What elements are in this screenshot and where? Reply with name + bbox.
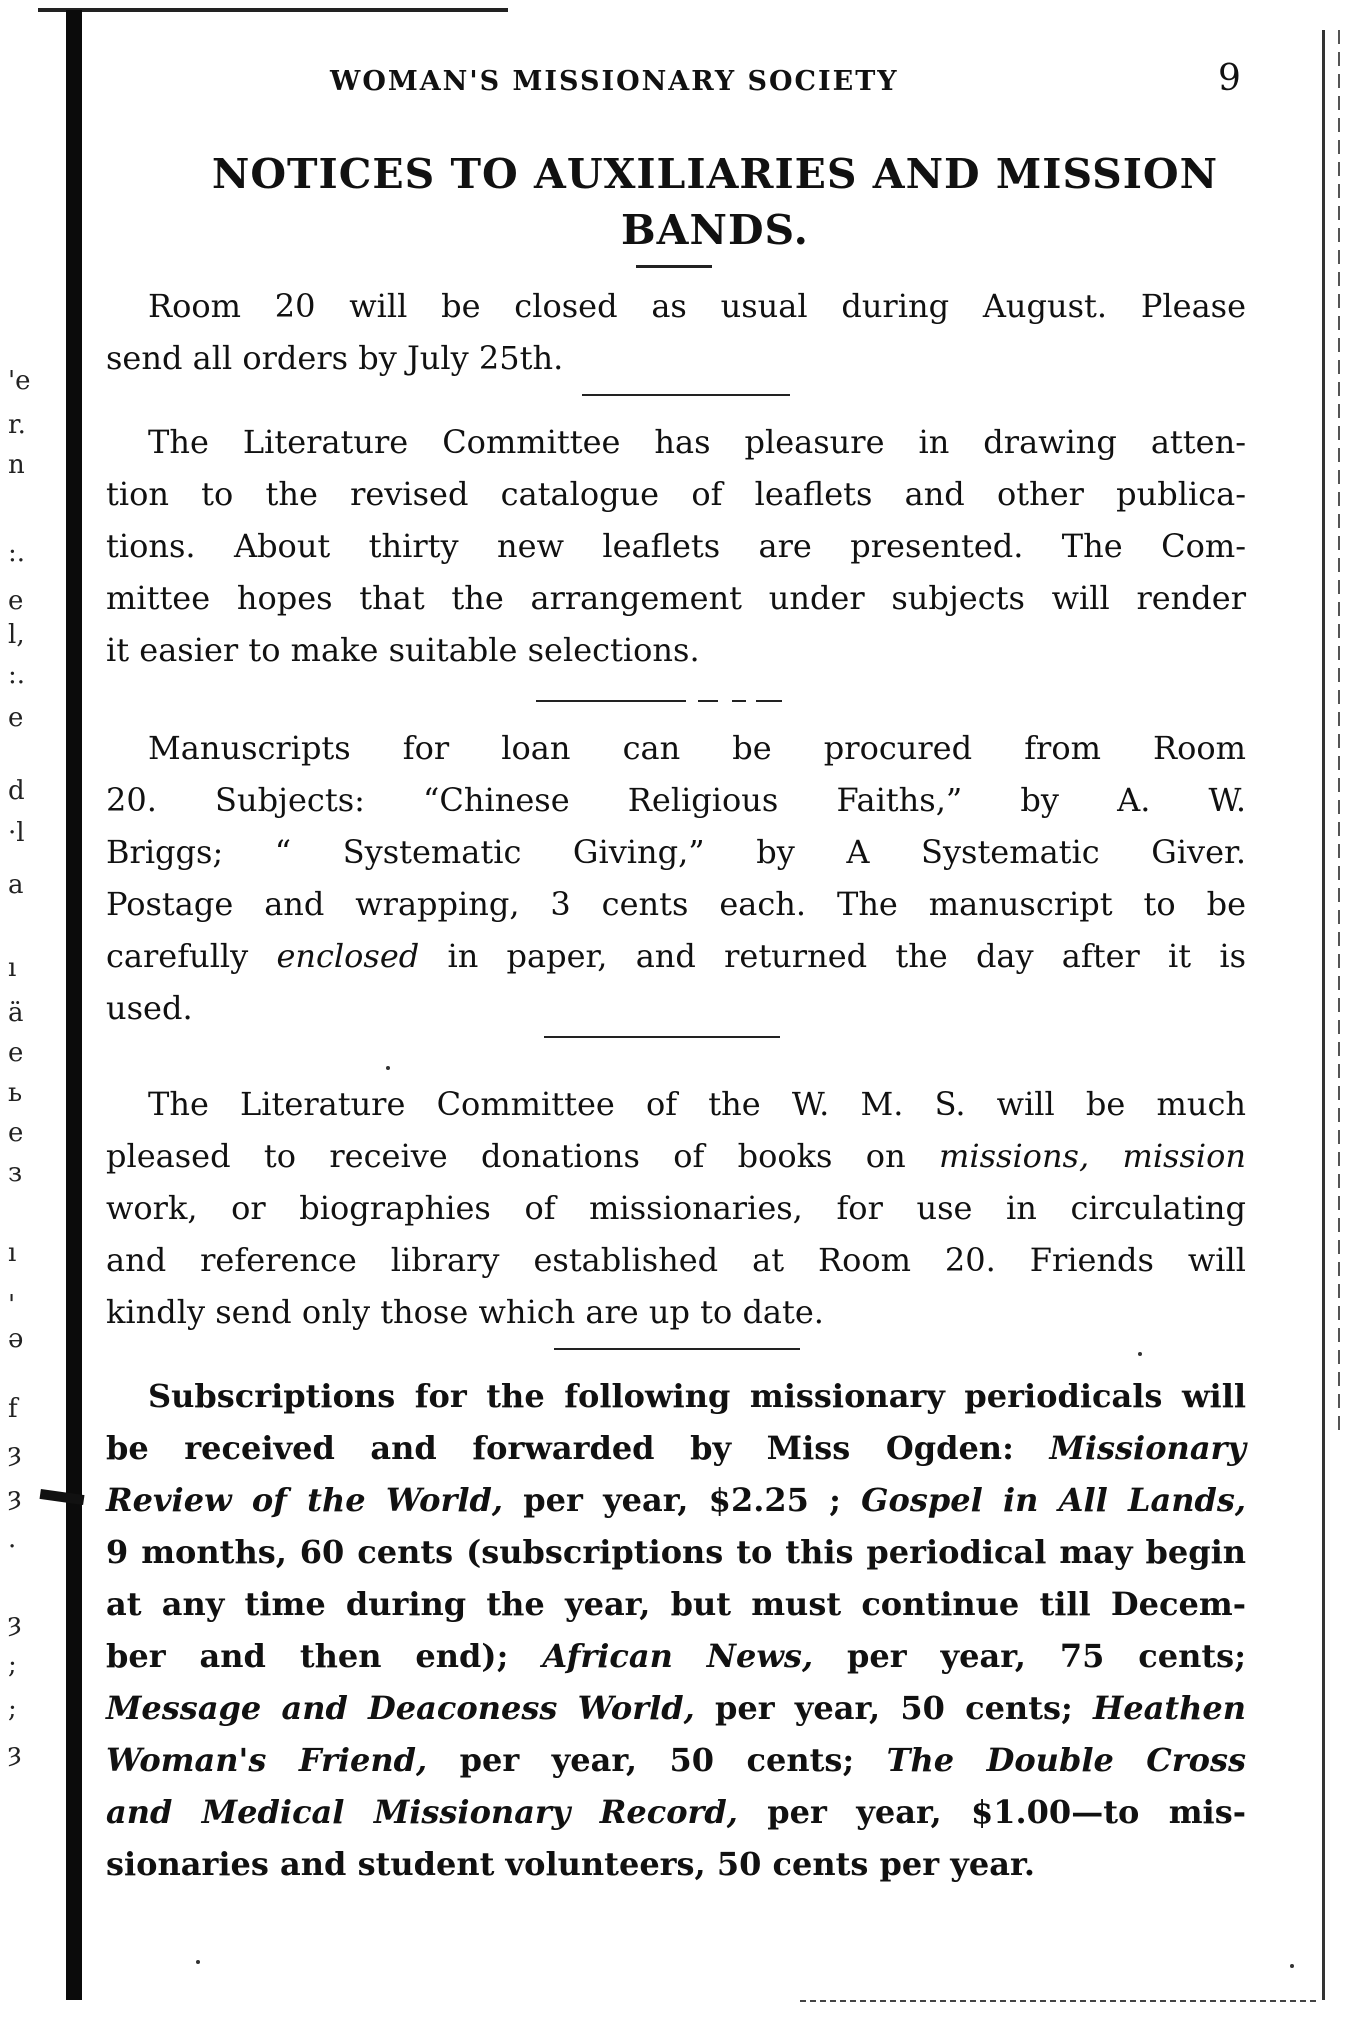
notice-room-closed — [106, 280, 1246, 384]
title-divider — [636, 265, 712, 268]
ink-speck — [1290, 1964, 1294, 1968]
text-line: The Literature Committee of the W. M. S. will be much — [148, 1085, 1246, 1123]
notice-divider — [554, 1348, 800, 1350]
text-line — [106, 1422, 1246, 1474]
ink-speck — [386, 1066, 390, 1070]
text-line: The Literature Committee has pleasure in drawing atten- — [148, 423, 1246, 461]
margin-fragment: ȝ — [8, 1438, 22, 1468]
text-run: pleased to receive donations of books on — [106, 1137, 940, 1175]
notice-revised-catalogue — [106, 416, 1246, 676]
notice-divider — [536, 700, 782, 702]
margin-fragment: ȝ — [8, 1608, 22, 1638]
top-rule — [38, 8, 508, 12]
text-run-italic: Heathen — [1093, 1689, 1247, 1727]
text-run-italic: Review of the World, — [106, 1481, 504, 1519]
section-title — [110, 146, 1320, 258]
margin-fragment: ' — [8, 1290, 16, 1320]
text-run: per year, 50 cents; — [694, 1689, 1094, 1727]
section-title-line: BANDS. — [621, 206, 809, 254]
notice-divider — [544, 1036, 780, 1038]
text-line: 20. Subjects: “Chinese Religious Faiths,” by A. W. — [106, 781, 1246, 819]
margin-fragment: :. — [8, 538, 26, 568]
notice-manuscripts — [106, 722, 1246, 1034]
text-line — [106, 1786, 1246, 1838]
text-line — [106, 1474, 1246, 1526]
ink-speck — [196, 1960, 200, 1964]
text-line — [106, 1630, 1246, 1682]
margin-fragment: d — [8, 776, 25, 806]
text-line — [106, 1682, 1246, 1734]
text-line: tions. About thirty new leaflets are presented. The Com- — [106, 527, 1246, 565]
running-header: WOMAN'S MISSIONARY SOCIETY — [330, 66, 899, 97]
margin-fragment: a — [8, 870, 24, 900]
margin-fragment: f — [8, 1394, 18, 1424]
margin-fragment: l, — [8, 620, 25, 650]
text-line: and reference library established at Room 20. Friends will — [106, 1241, 1246, 1279]
margin-fragment: e — [8, 1118, 24, 1148]
margin-fragment: ı — [8, 953, 17, 983]
section-title-line: NOTICES TO AUXILIARIES AND MISSION — [211, 150, 1219, 198]
margin-fragment: e — [8, 586, 24, 616]
text-run: carefully — [106, 937, 277, 975]
text-line: tion to the revised catalogue of leaflets and other publica- — [106, 475, 1246, 513]
ink-speck — [1138, 1352, 1142, 1356]
margin-fragment: :. — [8, 660, 26, 690]
text-run-italic: The Double Cross — [886, 1741, 1246, 1779]
text-line: 9 months, 60 cents (subscriptions to this periodical may begin — [106, 1533, 1246, 1571]
margin-fragment: з — [8, 1158, 23, 1188]
text-run: be received and forwarded by Miss Ogden: — [106, 1429, 1050, 1467]
text-run: per year, 75 cents; — [813, 1637, 1247, 1675]
text-run-italic: Message and Deaconess World, — [106, 1689, 695, 1727]
text-line: Room 20 will be closed as usual during August. Please — [148, 287, 1246, 325]
text-line — [106, 1130, 1246, 1182]
text-line: used. — [106, 989, 193, 1027]
margin-fragment: ȝ — [8, 1482, 22, 1512]
text-line: it easier to make suitable selections. — [106, 631, 700, 669]
notice-book-donations — [106, 1078, 1246, 1338]
text-run-italic: and Medical Missionary Record, — [106, 1793, 738, 1831]
text-line: send all orders by July 25th. — [106, 339, 564, 377]
text-run-italic: African News, — [542, 1637, 814, 1675]
margin-fragment: ь — [8, 1078, 23, 1108]
margin-fragment: ; — [8, 1694, 17, 1724]
margin-fragment: n — [8, 450, 25, 480]
right-page-edge — [1322, 30, 1325, 2000]
text-run-italic: Missionary — [1049, 1429, 1246, 1467]
notice-divider — [582, 394, 790, 396]
margin-fragment: ȝ — [8, 1738, 22, 1768]
text-line: Subscriptions for the following missionary periodicals will — [148, 1377, 1246, 1415]
margin-fragment: ı — [8, 1238, 17, 1268]
text-line: sionaries and student volunteers, 50 cents per year. — [106, 1845, 1036, 1883]
margin-fragment: ə — [8, 1324, 24, 1354]
text-line: Briggs; “ Systematic Giving,” by A Systematic Giver. — [106, 833, 1246, 871]
margin-fragment: r. — [8, 410, 26, 440]
text-run: per year, 50 cents; — [427, 1741, 887, 1779]
text-run-italic: Woman's Friend, — [106, 1741, 428, 1779]
margin-fragment: · — [8, 1532, 17, 1562]
text-run: in paper, and returned the day after it is — [419, 937, 1247, 975]
page-number: 9 — [1218, 58, 1241, 99]
margin-fragment: e — [8, 1038, 24, 1068]
text-run: per year, $2.25 ; — [503, 1481, 862, 1519]
text-run-italic: enclosed — [276, 937, 420, 975]
text-run: per year, $1.00—to mis- — [737, 1793, 1246, 1831]
text-run-italic: missions, mission — [939, 1137, 1247, 1175]
text-line: at any time during the year, but must continue till Decem- — [106, 1585, 1246, 1623]
binding-edge — [66, 10, 82, 2000]
notice-subscriptions — [106, 1370, 1246, 1890]
text-run-italic: Gospel in All Lands, — [861, 1481, 1247, 1519]
margin-fragment: ·l — [8, 818, 25, 848]
text-line — [106, 1734, 1246, 1786]
text-line: mittee hopes that the arrangement under subjects will render — [106, 579, 1246, 617]
margin-fragment: ; — [8, 1650, 17, 1680]
text-line: kindly send only those which are up to date. — [106, 1293, 824, 1331]
text-line — [106, 930, 1246, 982]
right-page-edge-dashed — [1338, 30, 1340, 1430]
text-run: ber and then end); — [106, 1637, 543, 1675]
margin-fragment: e — [8, 703, 24, 733]
margin-fragment: 'e — [8, 366, 31, 396]
text-line: Manuscripts for loan can be procured from Room — [148, 729, 1246, 767]
bottom-dashed-edge — [800, 2000, 1320, 2002]
margin-fragment: ä — [8, 998, 24, 1028]
text-line: Postage and wrapping, 3 cents each. The manuscript to be — [106, 885, 1246, 923]
text-line: work, or biographies of missionaries, for use in circulating — [106, 1189, 1246, 1227]
